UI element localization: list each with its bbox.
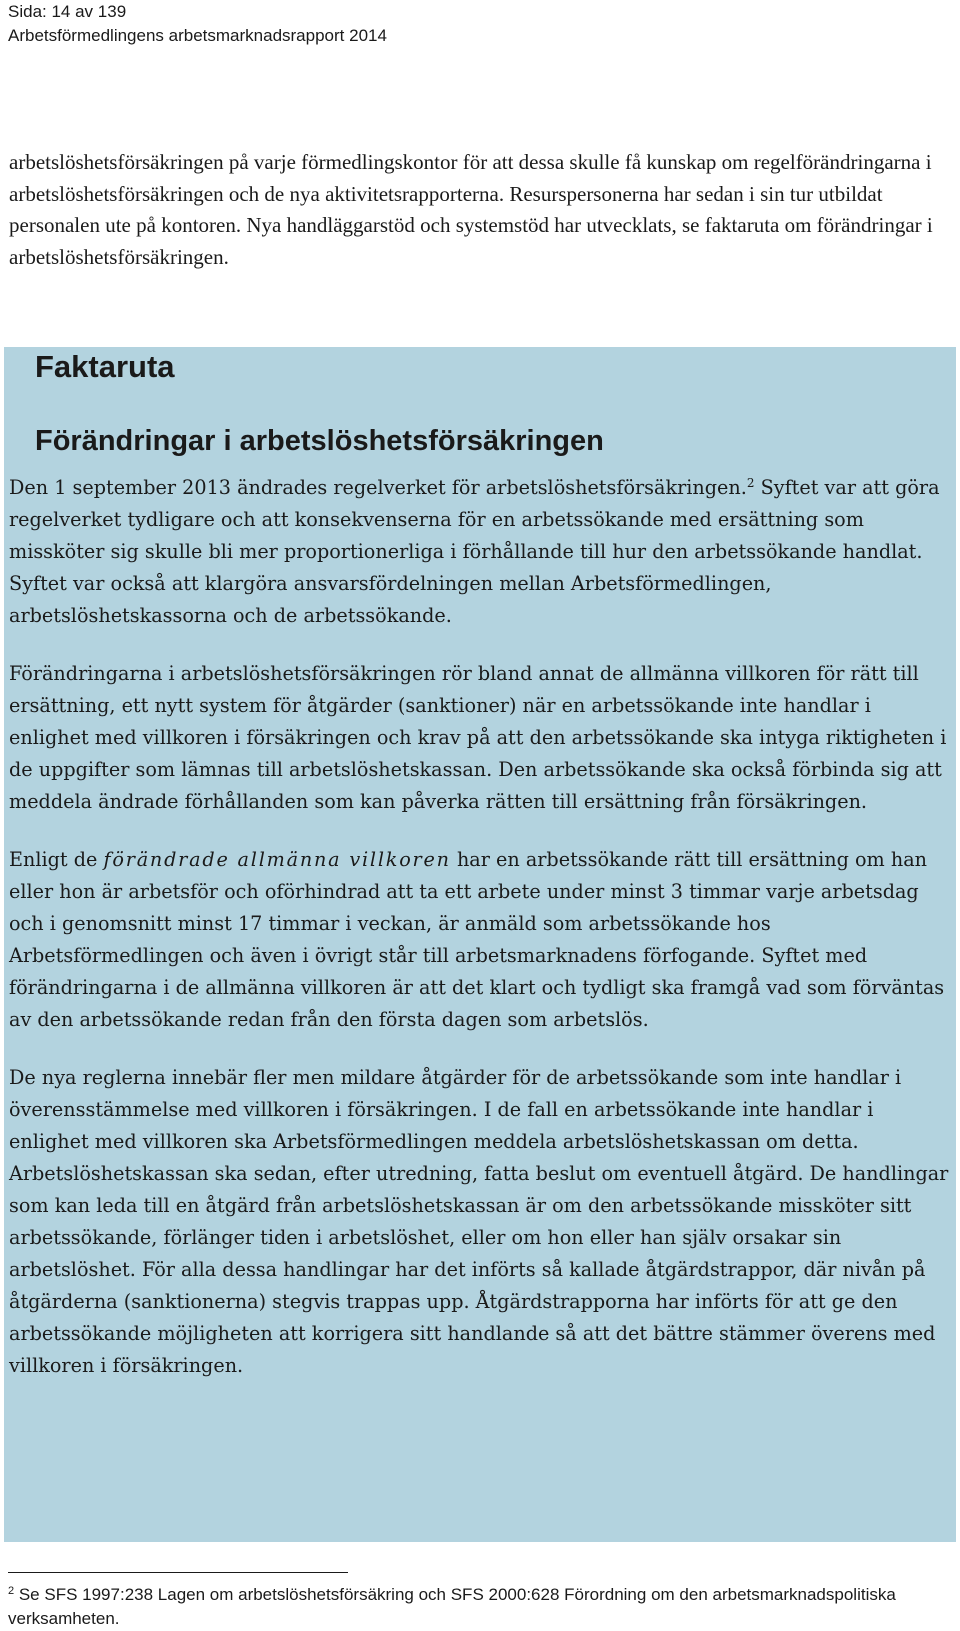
intro-text: arbetslöshetsförsäkringen på varje förmedlingskontor för att dessa skulle få kunskap om regelförändringarna i arbetslöshetsförsäkringen och de nya aktivitetsrapporterna. Resurspersonerna har sedan i sin tur utbildat personalen ute på kontoren. Nya handläggarstöd och systemstöd har utvecklats, se faktaruta om förändringar i arbetslöshetsförsäkringen.	[9, 150, 933, 269]
emphasized-term: förändrade allmänna villkoren	[103, 848, 451, 871]
page-number: Sida: 14 av 139	[8, 2, 127, 21]
fact-paragraph-2: Förändringarna i arbetslöshetsförsäkringen rör bland annat de allmänna villkoren för rätt till ersättning, ett nytt system för åtgärder (sanktioner) när en arbetssökande inte handlar i enlighet med villkoren i försäkringen och krav på att den arbetssökande ska intyga riktigheten i de uppgifter som lämnas till arbetslöshetskassan. Den arbetssökande ska också förbinda sig att meddela ändrade förhållanden som kan påverka rätten till ersättning från försäkringen.	[9, 662, 947, 813]
fact-paragraph-3-rest: har en arbetssökande rätt till ersättning om han eller hon är arbetsför och oförhindrad att ta ett arbete under minst 3 timmar varje arbetsdag och i genomsnitt minst 17 timmar i veckan, är anmäld som arbetssökande hos Arbetsförmedlingen och även i övrigt står till arbetsmarknadens förfogande. Syftet med förändringarna i de allmänna villkoren är att det klart och tydligt ska framgå vad som förväntas av den arbetssökande redan från den första dagen som arbetslös.	[9, 848, 945, 1031]
fact-box-body	[9, 472, 954, 1382]
fact-paragraph-3-lead: Enligt de	[9, 848, 104, 871]
fact-paragraph-1	[9, 472, 954, 632]
fact-paragraph-3	[9, 844, 954, 1036]
report-title: Arbetsförmedlingens arbetsmarknadsrapport 2014	[8, 26, 387, 45]
fact-paragraph-4: De nya reglerna innebär fler men mildare åtgärder för de arbetssökande som inte handlar i överensstämmelse med villkoren i försäkringen. I de fall en arbetssökande inte handlar i enlighet med villkoren ska Arbetsförmedlingen meddela arbetslöshetskassan om detta. Arbetslöshetskassan ska sedan, efter utredning, fatta beslut om eventuell åtgärd. De handlingar som kan leda till en åtgärd från arbetslöshetskassan är om den arbetssökande missköter sitt arbetssökande, förlänger tiden i arbetslöshet, eller om hon eller han själv orsakar sin arbetslöshet. För alla dessa handlingar har det införts så kallade åtgärdstrappor, där nivån på åtgärderna (sanktionerna) stegvis trappas upp. Åtgärdstrapporna har införts för att ge den arbetssökande möjligheten att korrigera sitt handlande så att det bättre stämmer överens med villkoren i försäkringen.	[9, 1066, 949, 1377]
fact-paragraph-1-rest: Syftet var att göra regelverket tydligare och att konsekvenserna för en arbetssökande med ersättning som missköter sig skulle bli mer proportionerliga i förhållande till hur den arbetssökande handlat. Syftet var också att klargöra ansvarsfördelningen mellan Arbetsförmedlingen, arbetslöshetskassorna och de arbetssökande.	[9, 476, 940, 627]
fact-paragraph-1-text: Den 1 september 2013 ändrades regelverket för arbetslöshetsförsäkringen.	[9, 476, 747, 499]
footnote	[8, 1583, 953, 1631]
footnote-number: 2	[8, 1585, 15, 1597]
fact-box-subtitle: Förändringar i arbetslöshetsförsäkringen	[35, 425, 604, 457]
page-header	[8, 0, 387, 48]
fact-box-title: Faktaruta	[35, 349, 175, 384]
footnote-reference[interactable]: 2	[746, 476, 755, 490]
intro-paragraph	[9, 147, 954, 273]
footnote-text: Se SFS 1997:238 Lagen om arbetslöshetsförsäkring och SFS 2000:628 Förordning om den arbetsmarknadspolitiska verksamheten.	[8, 1585, 896, 1628]
footnote-divider	[8, 1572, 348, 1573]
